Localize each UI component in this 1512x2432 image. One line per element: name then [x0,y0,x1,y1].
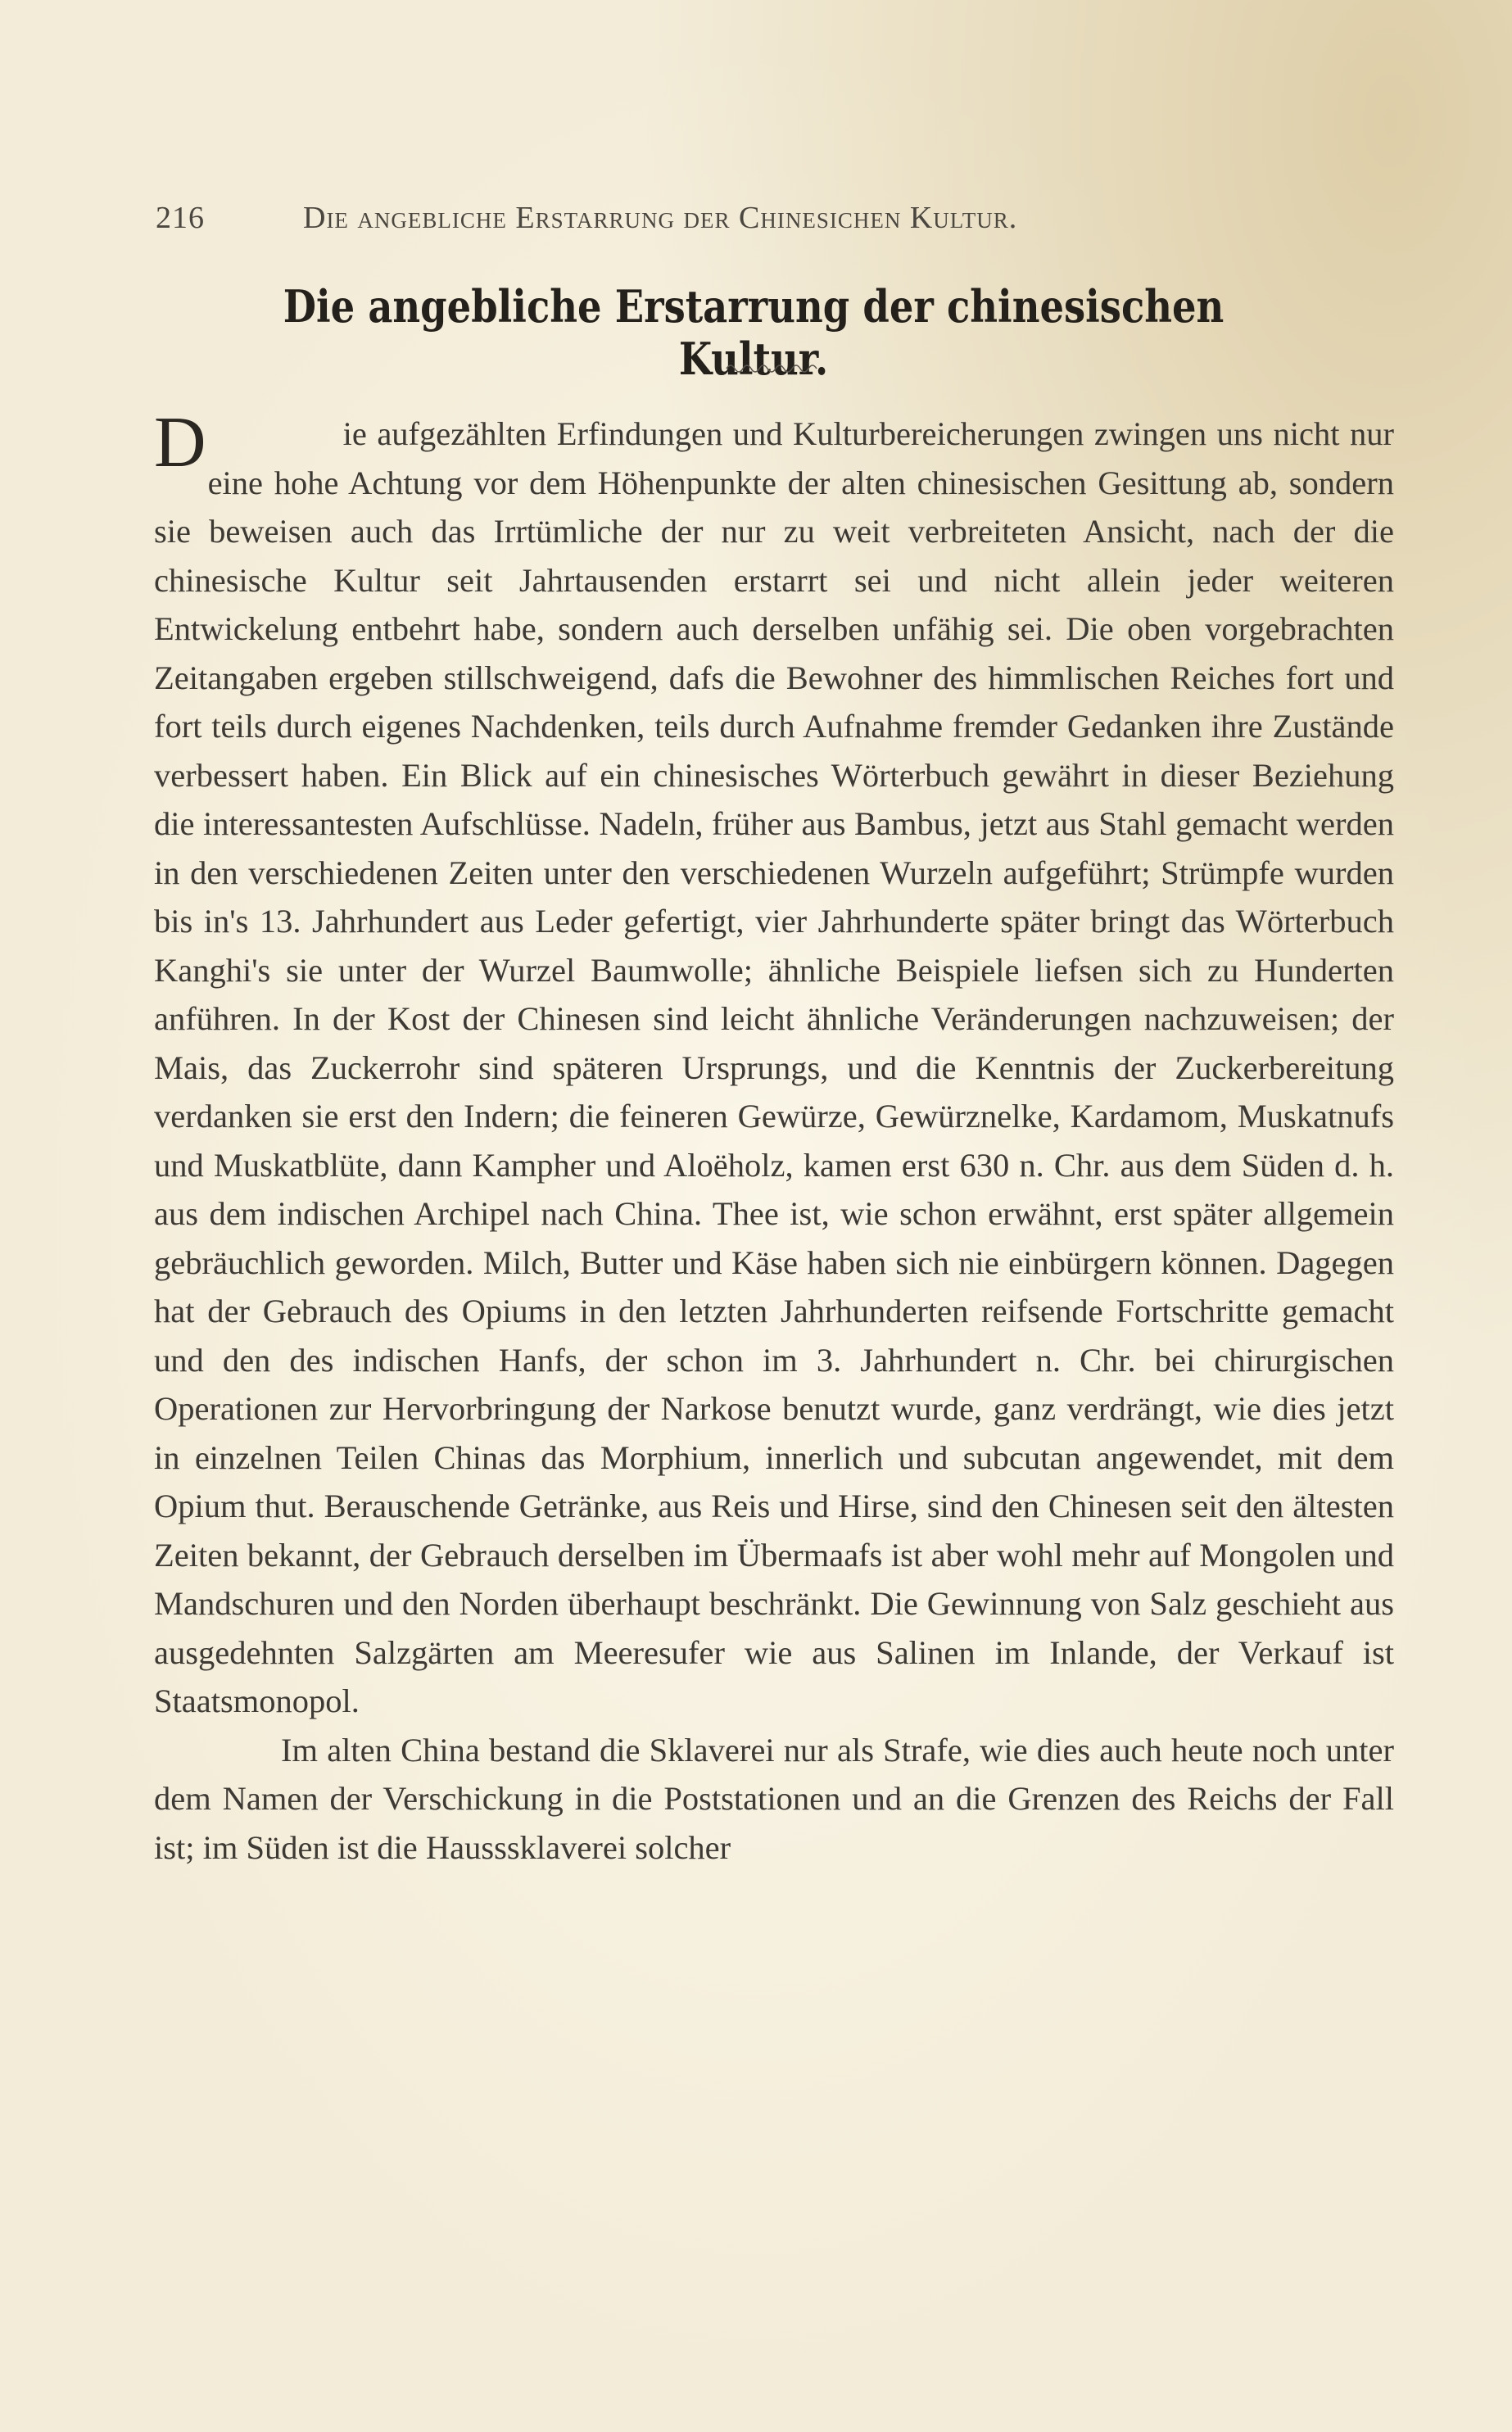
paragraph-2-text: Im alten China bestand die Sklaverei nur als Strafe, wie dies auch heute noch unter dem Namen der Verschickung in die Poststationen und an die Grenzen des Reichs der Fall ist; im Süden ist die Hausssklaverei solcher [154,1731,1394,1866]
page-number: 216 [156,201,205,235]
running-head [156,200,1376,242]
drop-cap: D [154,403,206,482]
running-title: Die angebliche Erstarrung der Chinesichen Kultur. [303,201,1018,235]
wavy-ornament-icon [725,359,823,375]
paragraph-1 [154,403,1394,1726]
paragraph-2 [154,1726,1394,1873]
chapter-title: Die angebliche Erstarrung der chinesischen Kultur. [283,280,1225,385]
body-text [154,403,1394,1872]
paragraph-1-text: ie aufgezählten Erfindungen und Kulturbereicherungen zwingen uns nicht nur eine hohe Achtung vor dem Höhenpunkte der alten chinesischen Gesittung ab, sondern sie beweisen auch das Irrtümliche der nur zu weit verbreiteten Ansicht, nach der die chinesische Kultur seit Jahrtausenden erstarrt sei und nicht allein jeder weiteren Entwickelung entbehrt habe, sondern auch derselben unfähig sei. Die oben vorgebrachten Zeitangaben ergeben stillschweigend, dafs die Bewohner des himmlischen Reiches fort und fort teils durch eigenes Nachdenken, teils durch Aufnahme fremder Gedanken ihre Zustände verbessert haben. Ein Blick auf ein chinesisches Wörterbuch gewährt in dieser Beziehung die interessantesten Aufschlüsse. Nadeln, früher aus Bambus, jetzt aus Stahl gemacht werden in den verschiedenen Zeiten unter den verschiedenen Wurzeln aufgeführt; Strümpfe wurden bis in's 13. Jahrhundert aus Leder gefertigt, vier Jahrhunderte später bringt das Wörterbuch Kanghi's sie unter der Wurzel Baumwolle; ähnliche Beispiele liefsen sich zu Hunderten anführen. In der Kost der Chinesen sind leicht ähnliche Veränderungen nachzuweisen; der Mais, das Zuckerrohr sind späteren Ursprungs, und die Kenntnis der Zuckerbereitung verdanken sie erst den Indern; die feineren Gewürze, Gewürznelke, Kardamom, Muskatnufs und Muskatblüte, dann Kampher und Aloëholz, kamen erst 630 n. Chr. aus dem Süden d. h. aus dem indischen Archipel nach China. Thee ist, wie schon erwähnt, erst später allgemein gebräuchlich geworden. Milch, Butter und Käse haben sich nie einbürgern können. Dagegen hat der Gebrauch des Opiums in den letzten Jahrhunderten reifsende Fortschritte gemacht und den des indischen Hanfs, der schon im 3. Jahrhundert n. Chr. bei chirurgischen Operationen zur Hervorbringung der Narkose benutzt wurde, ganz verdrängt, wie dies jetzt in einzelnen Teilen Chinas das Morphium, innerlich und subcutan angewendet, mit dem Opium thut. Berauschende Getränke, aus Reis und Hirse, sind den Chinesen seit den ältesten Zeiten bekannt, der Gebrauch derselben im Übermaafs ist aber wohl mehr auf Mongolen und Mandschuren und den Norden überhaupt beschränkt. Die Gewinnung von Salz geschieht aus ausgedehnten Salzgärten am Meeresufer wie aus Salinen im Inlande, der Verkauf ist Staatsmonopol. [154,415,1394,1719]
